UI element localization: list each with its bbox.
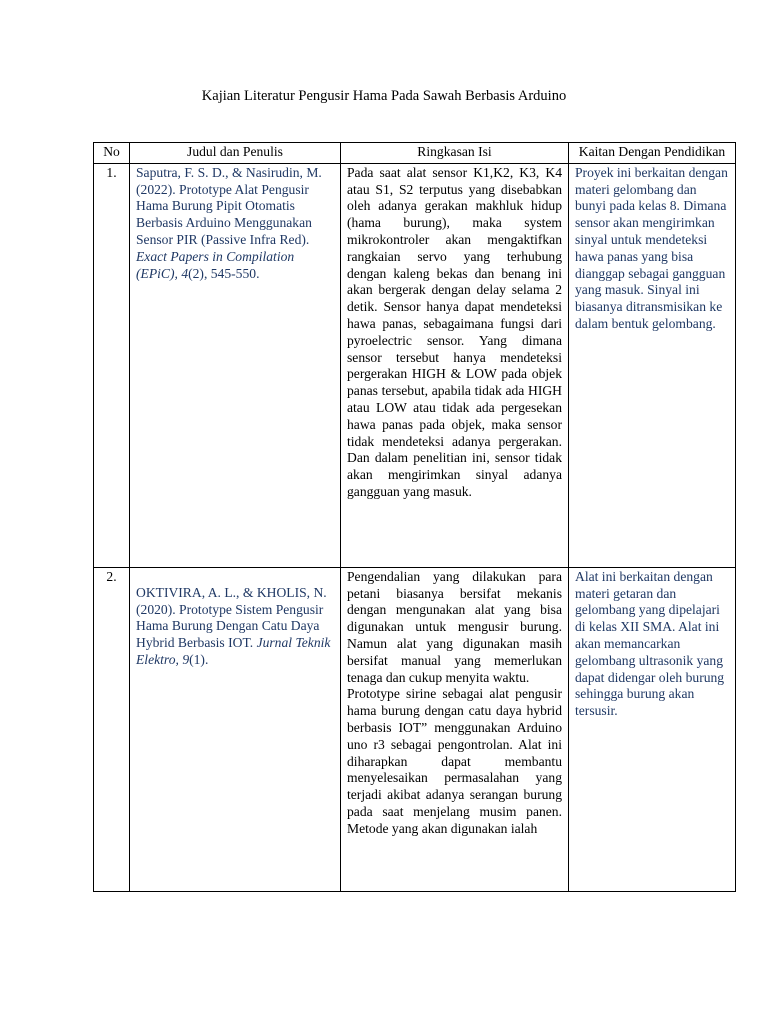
cell-spacer <box>136 569 334 585</box>
citation-volume: 4 <box>181 265 189 281</box>
header-judul: Judul dan Penulis <box>130 143 341 164</box>
header-no: No <box>94 143 130 164</box>
table-row <box>94 567 736 891</box>
table-header-row <box>94 143 736 164</box>
summary-paragraph: Pengendalian yang dilakukan para petani biasanya bersifat mekanis dengan mengunakan alat yang bisa digunakan untuk mengusir burung. Namun alat yang digunakan masih bersifat manual yang memerlukan tenaga dan cukup menyita waktu. <box>347 568 562 685</box>
citation-authors-title: Saputra, F. S. D., & Nasirudin, M. (2022). Prototype Alat Pengusir Hama Burung Pipit Otomatis Berbasis Arduino Menggunakan Sensor PIR (Passive Infra Red). <box>136 164 322 247</box>
citation-cell <box>130 567 341 891</box>
citation-pages: (2), 545-550. <box>188 265 260 281</box>
row-number: 1. <box>94 163 130 567</box>
literature-table <box>93 142 736 892</box>
summary-cell <box>341 567 569 891</box>
citation-cell <box>130 163 341 567</box>
relevance-cell: Proyek ini berkaitan dengan materi gelombang dan bunyi pada kelas 8. Dimana sensor akan mengirimkan sinyal untuk mendeteksi hawa panas yang bisa dianggap sebagai gangguan yang masuk. Sinyal ini biasanya ditransmisikan ke dalam bentuk gelombang. <box>569 163 736 567</box>
row-number: 2. <box>94 567 130 891</box>
citation-volume: 9 <box>182 651 190 667</box>
citation-authors-title: OKTIVIRA, A. L., & KHOLIS, N. (2020). Prototype Sistem Pengusir Hama Burung Dengan Catu Daya Hybrid Berbasis IOT. <box>136 584 327 651</box>
citation-separator: , <box>175 651 183 667</box>
header-ringkasan: Ringkasan Isi <box>341 143 569 164</box>
citation-journal: Exact Papers in Compilation (EPiC) <box>136 248 295 281</box>
summary-paragraph: Prototype sirine sebagai alat pengusir hama burung dengan catu daya hybrid berbasis IOT” menggunakan Arduino uno r3 sebagai pengontrolan. Alat ini diharapkan dapat membantu menyelesaikan permasalahan yang terjadi akibat adanya serangan burung pada saat menjelang musim panen. Metode yang akan digunakan ialah <box>347 686 562 836</box>
document-title: Kajian Literatur Pengusir Hama Pada Sawah Berbasis Arduino <box>201 88 567 104</box>
summary-cell: Pada saat alat sensor K1,K2, K3, K4 atau S1, S2 terputus yang disebabkan oleh adanya gerakan makhluk hidup (hama burung), maka system mikrokontroler akan mengaktifkan rangkaian servo yang terhubung dengan kaleng bekas dan benang ini akan bergerak dengan delay selama 2 detik. Sensor hanya dapat mendeteksi hawa panas, sebagaimana fungsi dari pyroelectric sensor. Yang dimana sensor tersebut hanya mendeteksi pergerakan HIGH & LOW pada objek panas tersebut, apabila tidak ada HIGH atau LOW atau tidak ada pergesekan hawa panas pada objek, maka sensor tidak mendeteksi adanya pergerakan. Dan dalam penelitian ini, sensor tidak akan mengirimkan sinyal adanya gangguan yang masuk. <box>341 163 569 567</box>
header-kaitan: Kaitan Dengan Pendidikan <box>569 143 736 164</box>
citation-journal: Jurnal Teknik Elektro <box>136 635 331 667</box>
table-row <box>94 163 736 567</box>
citation-pages: (1). <box>189 651 209 667</box>
citation-separator: , <box>174 265 182 281</box>
relevance-cell: Alat ini berkaitan dengan materi getaran dan gelombang yang dipelajari di kelas XII SMA. Alat ini akan memancarkan gelombang ultrasonik yang dapat didengar oleh burung sehingga burung akan tersusir. <box>569 567 736 891</box>
